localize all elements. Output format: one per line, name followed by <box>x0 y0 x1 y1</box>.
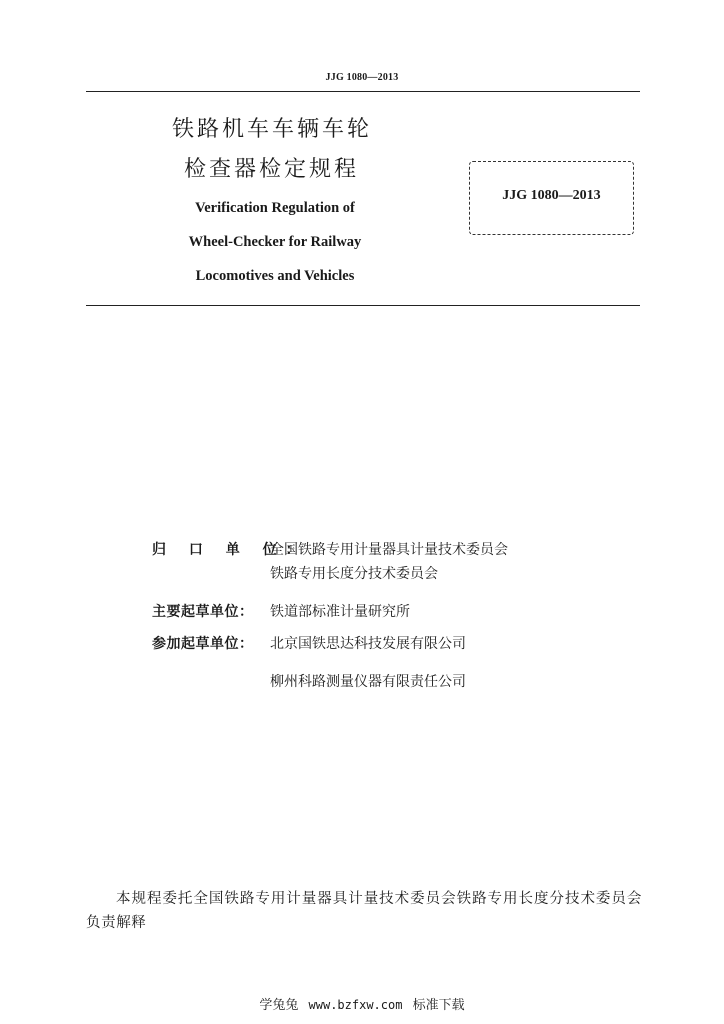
title-bottom-rule <box>86 305 640 306</box>
footer-prefix: 学兔兔 <box>259 998 299 1013</box>
participants-label: 参加起草单位： <box>152 636 254 652</box>
header-rule <box>86 91 640 92</box>
main-drafter-value: 铁道部标准计量研究所 <box>270 604 410 620</box>
responsible-unit-label: 归 口 单 位： <box>152 542 309 558</box>
chinese-title-line-2: 检查器检定规程 <box>184 157 360 182</box>
main-drafter-row <box>152 600 410 624</box>
english-title-line-2: Wheel-Checker for Railway <box>188 234 362 250</box>
participant-1: 北京国铁思达科技发展有限公司 <box>270 636 466 652</box>
footer-url[interactable]: www.bzfxw.com <box>308 998 403 1012</box>
participants-row-2 <box>152 670 466 694</box>
title-block <box>160 110 390 284</box>
participant-2: 柳州科路测量仪器有限责任公司 <box>270 674 466 690</box>
responsible-unit-row-2 <box>152 562 438 586</box>
standard-code-box-text: JJG 1080—2013 <box>502 188 601 203</box>
header-standard-code: JJG 1080—2013 <box>325 72 399 83</box>
footer-watermark <box>0 994 724 1013</box>
interpretation-note: 本规程委托全国铁路专用计量器具计量技术委员会铁路专用长度分技术委员会负责解释 <box>86 891 642 931</box>
chinese-title-line-1: 铁路机车车辆车轮 <box>172 117 373 142</box>
english-title-line-3: Locomotives and Vehicles <box>195 268 355 284</box>
english-title-line-1: Verification Regulation of <box>195 200 355 216</box>
footer-suffix: 标准下载 <box>412 998 465 1013</box>
responsible-unit-row <box>152 538 508 562</box>
responsible-unit-value-1: 全国铁路专用计量器具计量技术委员会 <box>270 542 508 558</box>
main-drafter-label: 主要起草单位： <box>152 604 254 620</box>
drafting-units <box>152 538 508 694</box>
standard-code-box <box>469 161 634 235</box>
participants-row <box>152 632 466 656</box>
responsible-unit-value-2: 铁路专用长度分技术委员会 <box>270 566 438 582</box>
